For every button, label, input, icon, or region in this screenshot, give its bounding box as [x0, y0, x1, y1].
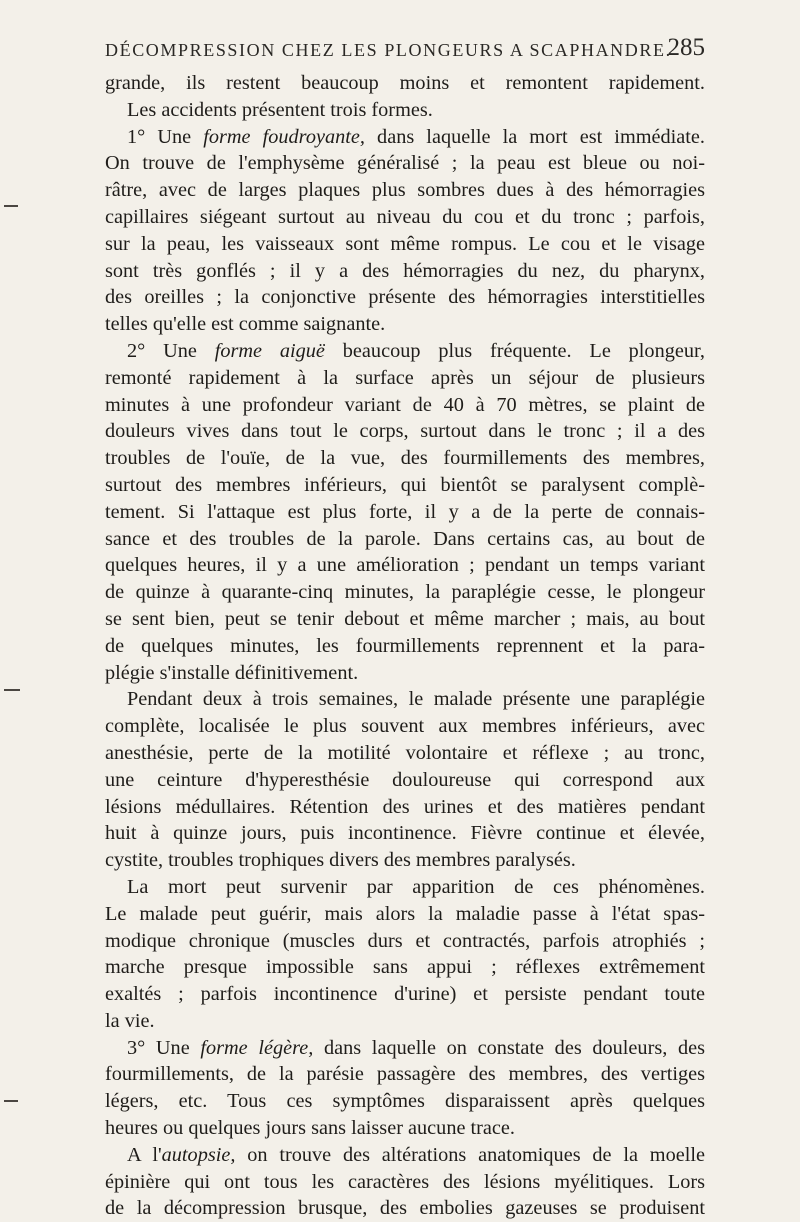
text-line: la vie.	[105, 1009, 155, 1032]
text-line: râtre, avec de larges plaques plus sombres dues à des hémorragies	[105, 179, 705, 202]
text-line: modique chronique (muscles durs et contractés, parfois atrophiés ;	[105, 929, 705, 952]
page-number: 285	[667, 34, 705, 61]
text-line: sont très gonflés ; il y a des hémorragies du nez, du pharynx,	[105, 259, 705, 282]
text-line: lésions médullaires. Rétention des urines et des matières pendant	[105, 795, 705, 818]
text-line: La mort peut survenir par apparition de ces phénomènes.	[127, 875, 705, 898]
text-line: de quinze à quarante-cinq minutes, la paraplégie cesse, le plongeur	[105, 581, 705, 604]
text-line: de la décompression brusque, des embolies gazeuses se produisent	[105, 1197, 705, 1220]
text-line: Pendant deux à trois semaines, le malade présente une paraplégie	[127, 688, 705, 711]
text-line: huit à quinze jours, puis incontinence. Fièvre continue et élevée,	[105, 822, 705, 845]
text-line: cystite, troubles trophiques divers des membres paralysés.	[105, 849, 576, 872]
text-line: telles qu'elle est comme saignante.	[105, 313, 386, 336]
text-line: exaltés ; parfois incontinence d'urine) et persiste pendant toute	[105, 983, 705, 1006]
text-line: 1° Une forme foudroyante, dans laquelle la mort est immédiate.	[127, 125, 705, 148]
text-line: grande, ils restent beaucoup moins et remontent rapidement.	[105, 72, 705, 94]
margin-mark	[4, 1100, 18, 1102]
running-title: DÉCOMPRESSION CHEZ LES PLONGEURS A SCAPHANDRE.	[105, 40, 672, 60]
text-line: troubles de l'ouïe, de la vue, des fourmillements des membres,	[105, 447, 705, 470]
text-line: heures ou quelques jours sans laisser aucune trace.	[105, 1117, 515, 1140]
text-line: fourmillements, de la parésie passagère des membres, des vertiges	[105, 1063, 705, 1086]
text-line: On trouve de l'emphysème généralisé ; la peau est bleue ou noi-	[105, 152, 705, 175]
text-line: capillaires siégeant surtout au niveau du cou et du tronc ; parfois,	[105, 205, 705, 228]
text-line: A l'autopsie, on trouve des altérations anatomiques de la moelle	[127, 1143, 705, 1166]
text-line: plégie s'installe définitivement.	[105, 661, 359, 684]
text-line: 2° Une forme aiguë beaucoup plus fréquente. Le plongeur,	[127, 339, 705, 362]
text-line: 3° Une forme légère, dans laquelle on constate des douleurs, des	[127, 1036, 705, 1059]
margin-mark	[4, 689, 20, 691]
text-line: une ceinture d'hyperesthésie douloureuse qui correspond aux	[105, 768, 705, 791]
text-line: tement. Si l'attaque est plus forte, il y a de la perte de connais-	[105, 500, 705, 523]
text-line: sance et des troubles de la parole. Dans certains cas, au bout de	[105, 527, 705, 550]
text-line: quelques heures, il y a une amélioration ; pendant un temps variant	[105, 554, 705, 577]
text-line: remonté rapidement à la surface après un séjour de plusieurs	[105, 366, 705, 389]
text-line: minutes à une profondeur variant de 40 à 70 mètres, se plaint de	[105, 393, 705, 416]
text-line: Le malade peut guérir, mais alors la maladie passe à l'état spas-	[105, 902, 705, 925]
text-line: de quelques minutes, les fourmillements reprennent et la para-	[105, 634, 705, 657]
text-line: des oreilles ; la conjonctive présente des hémorragies interstitielles	[105, 286, 705, 309]
text-line: Les accidents présentent trois formes.	[127, 98, 433, 121]
text-line: douleurs vives dans tout le corps, surtout dans le tronc ; il a des	[105, 420, 705, 443]
body-text	[105, 70, 705, 1222]
text-line: se sent bien, peut se tenir debout et même marcher ; mais, au bout	[105, 607, 705, 630]
text-line: sur la peau, les vaisseaux sont même rompus. Le cou et le visage	[105, 232, 705, 255]
text-line: marche presque impossible sans appui ; réflexes extrêmement	[105, 956, 705, 979]
margin-mark	[4, 205, 18, 207]
text-line: anesthésie, perte de la motilité volontaire et réflexe ; au tronc,	[105, 741, 705, 764]
text-line: complète, localisée le plus souvent aux membres inférieurs, avec	[105, 715, 705, 738]
text-line: épinière qui ont tous les caractères des lésions myélitiques. Lors	[105, 1170, 705, 1193]
text-line: légers, etc. Tous ces symptômes disparaissent après quelques	[105, 1090, 705, 1113]
page-header	[105, 34, 705, 64]
text-line: surtout des membres inférieurs, qui bientôt se paralysent complè-	[105, 473, 705, 496]
